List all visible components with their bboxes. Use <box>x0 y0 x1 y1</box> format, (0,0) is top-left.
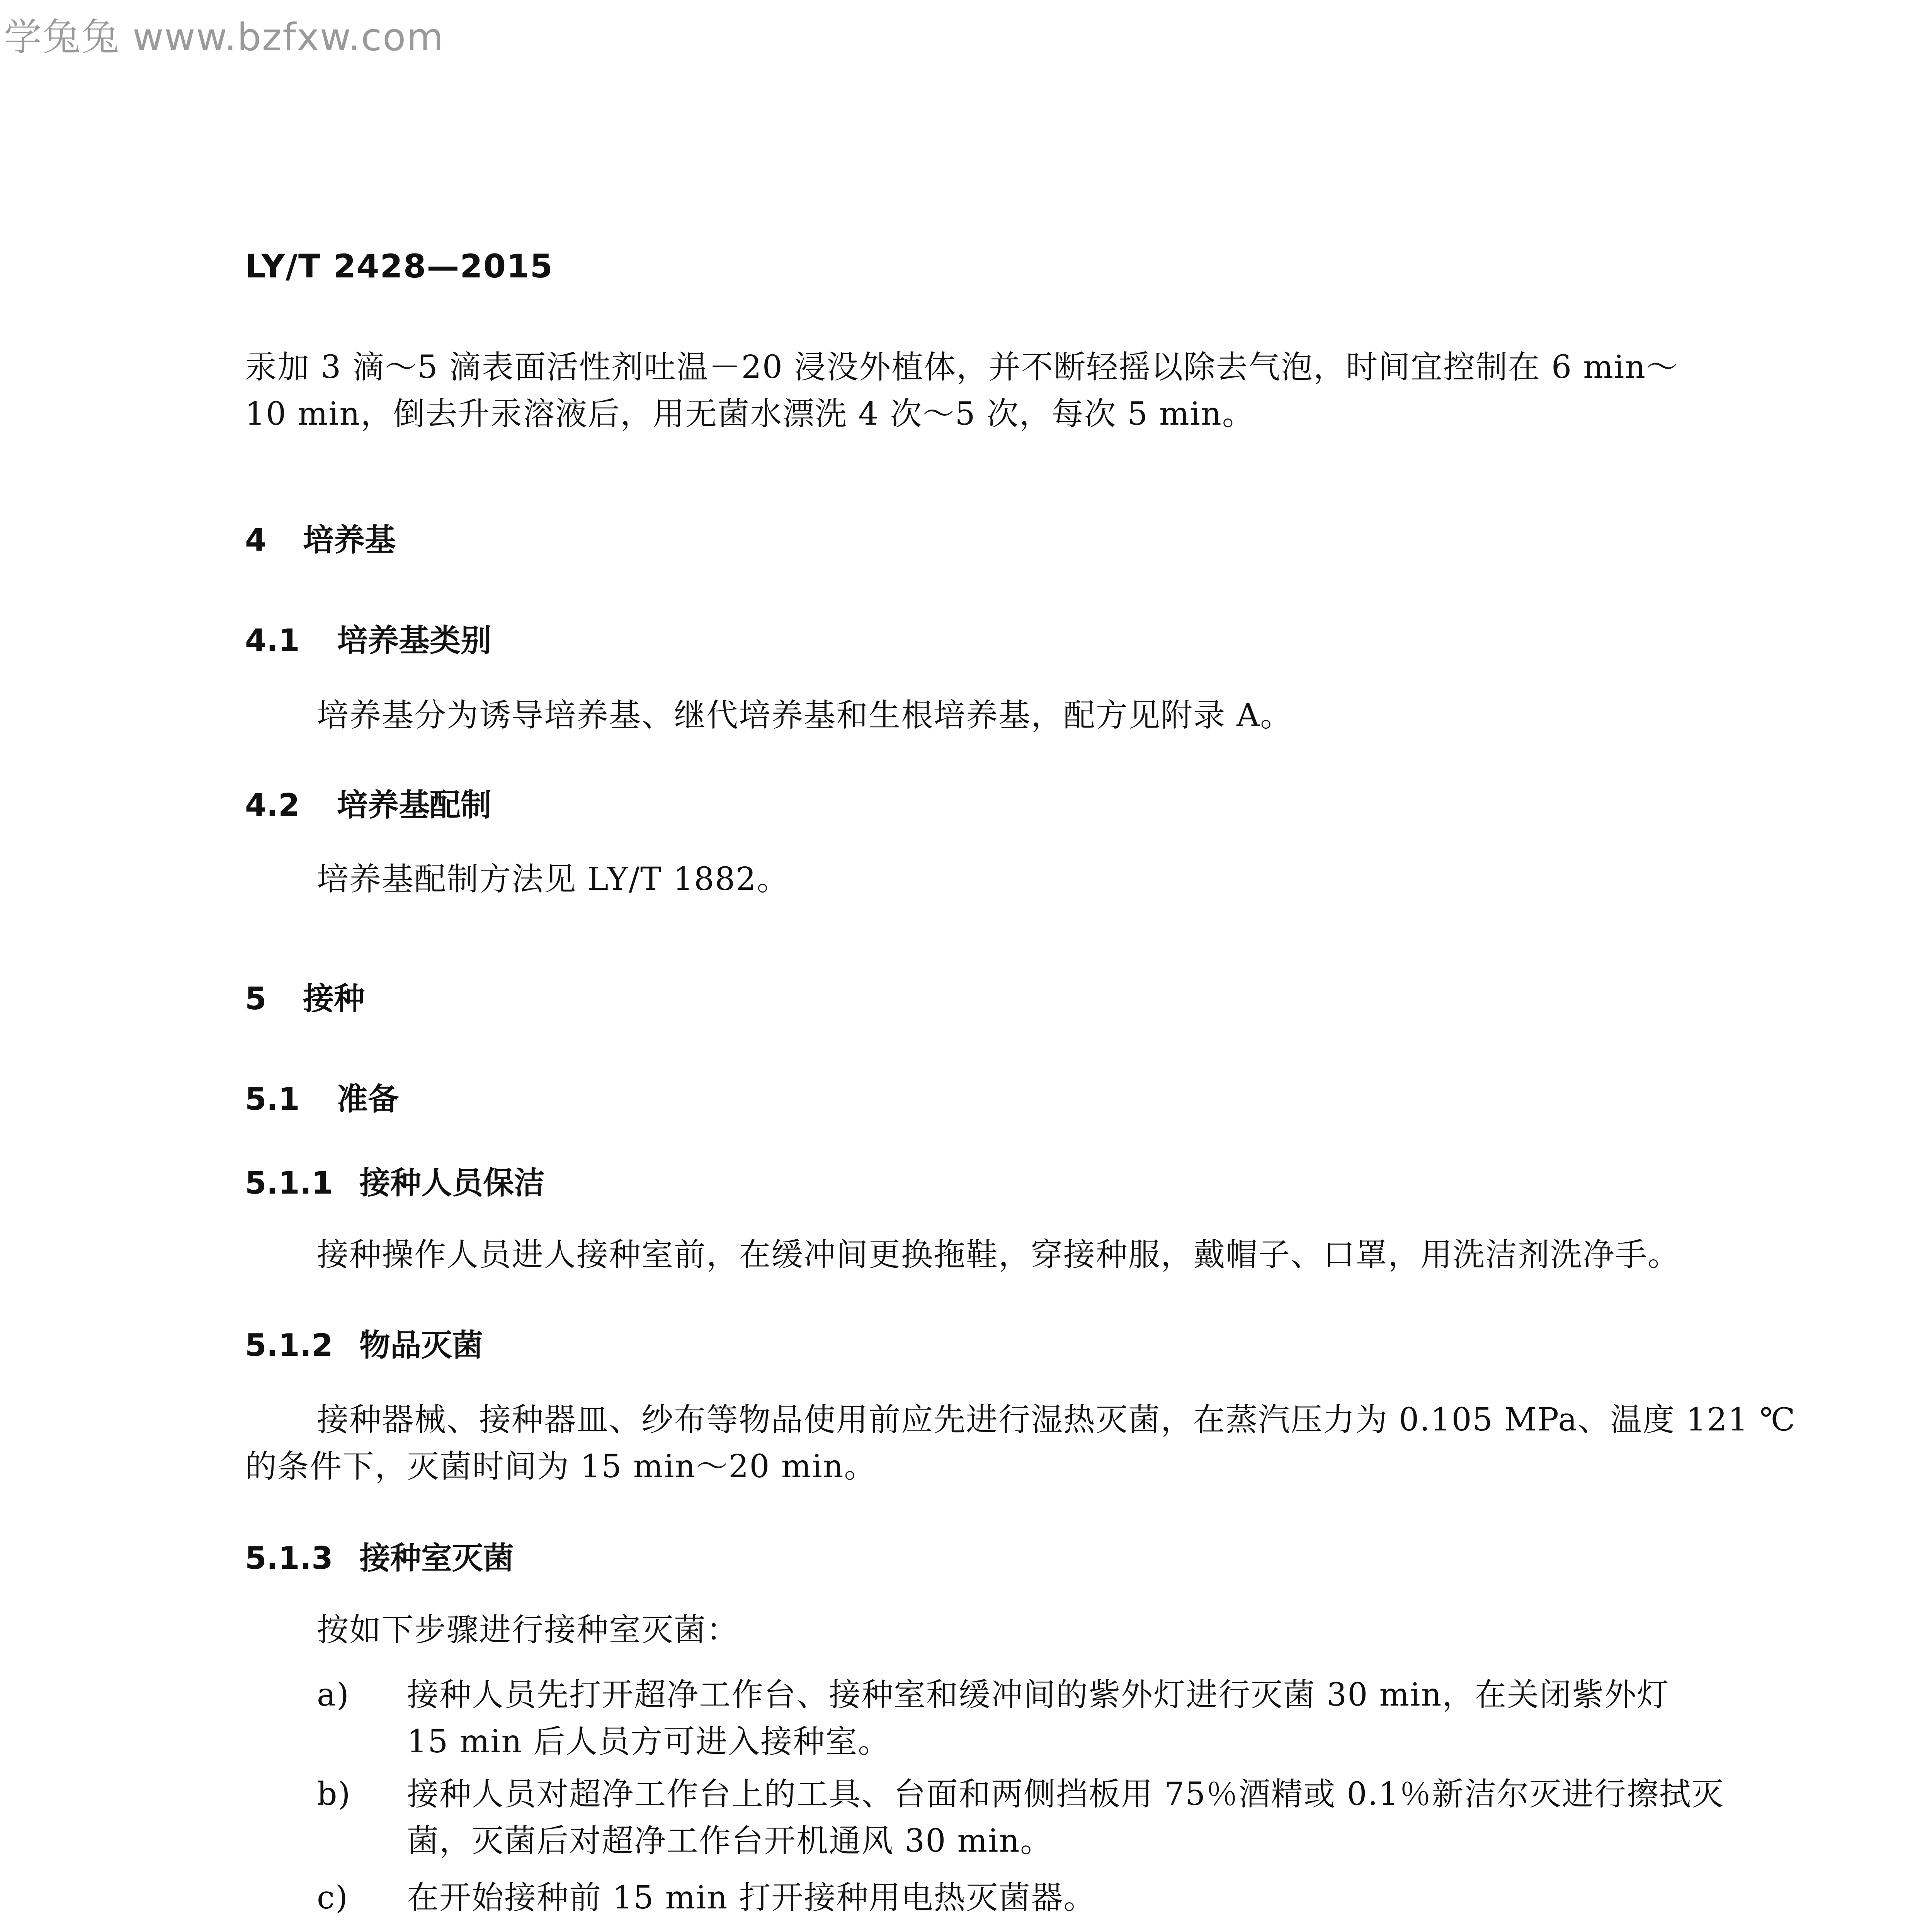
section-title: 接种室灭菌 <box>359 1540 514 1576</box>
section-5-1-3-heading <box>245 1533 514 1578</box>
section-title: 物品灭菌 <box>359 1327 483 1363</box>
section-4-1-body: 培养基分为诱导培养基、继代培养基和生根培养基，配方见附录 A。 <box>317 697 1293 734</box>
watermark: 学兔兔 www.bzfxw.com <box>4 15 444 60</box>
section-title: 培养基 <box>303 522 396 558</box>
section-4-heading <box>245 515 396 560</box>
section-5-1-1-body: 接种操作人员进人接种室前，在缓冲间更换拖鞋，穿接种服，戴帽子、口罩，用洗洁剂洗净手。 <box>317 1236 1680 1273</box>
section-number: 5.1.3 <box>245 1540 333 1576</box>
section-title: 接种 <box>303 981 365 1017</box>
section-4-2-heading <box>245 780 492 825</box>
section-title: 接种人员保洁 <box>359 1165 545 1201</box>
section-title: 准备 <box>337 1081 399 1117</box>
section-5-heading <box>245 974 365 1018</box>
list-text-continuation: 菌，灭菌后对超净工作台开机通风 30 min。 <box>407 1823 1053 1859</box>
list-text: 接种人员先打开超净工作台、接种室和缓冲间的紫外灯进行灭菌 30 min，在关闭紫外灯 <box>407 1677 1670 1713</box>
section-5-1-2-body-line-2: 的条件下，灭菌时间为 15 min～20 min。 <box>245 1448 877 1485</box>
section-4-1-heading <box>245 616 492 660</box>
section-title: 培养基类别 <box>337 622 492 658</box>
section-5-1-2-heading <box>245 1320 483 1365</box>
section-5-1-1-heading <box>245 1158 545 1202</box>
list-text-continuation: 15 min 后人员方可进入接种室。 <box>407 1723 891 1760</box>
intro-line-1: 汞加 3 滴～5 滴表面活性剂吐温－20 浸没外植体，并不断轻摇以除去气泡，时间宜控制在 6 min～ <box>245 349 1679 386</box>
section-number: 4.2 <box>245 787 300 823</box>
section-number: 4 <box>245 522 267 558</box>
section-4-2-body: 培养基配制方法见 LY/T 1882。 <box>317 861 789 898</box>
section-number: 5.1 <box>245 1081 300 1117</box>
section-number: 5.1.2 <box>245 1327 333 1363</box>
section-5-1-3-lead: 按如下步骤进行接种室灭菌： <box>317 1612 739 1648</box>
section-number: 4.1 <box>245 622 300 658</box>
section-number: 5 <box>245 981 267 1017</box>
section-number: 5.1.1 <box>245 1165 333 1201</box>
list-text: 在开始接种前 15 min 打开接种用电热灭菌器。 <box>407 1879 1096 1916</box>
list-marker: a) <box>317 1677 350 1713</box>
list-item <box>317 1672 1901 1765</box>
intro-line-2: 10 min，倒去升汞溶液后，用无菌水漂洗 4 次～5 次，每次 5 min。 <box>245 396 1255 432</box>
section-5-1-heading <box>245 1074 399 1119</box>
section-title: 培养基配制 <box>337 787 492 823</box>
section-5-1-2-body-line-1: 接种器械、接种器皿、纱布等物品使用前应先进行湿热灭菌，在蒸汽压力为 0.105 MPa、温度 121 ℃ <box>317 1401 1796 1438</box>
list-item <box>317 1874 1901 1921</box>
list-marker: b) <box>317 1776 351 1813</box>
list-item <box>317 1771 1901 1864</box>
standard-code: LY/T 2428—2015 <box>245 247 554 285</box>
list-text: 接种人员对超净工作台上的工具、台面和两侧挡板用 75％酒精或 0.1％新洁尔灭进行擦拭灭 <box>407 1776 1724 1813</box>
list-marker: c) <box>317 1879 349 1916</box>
